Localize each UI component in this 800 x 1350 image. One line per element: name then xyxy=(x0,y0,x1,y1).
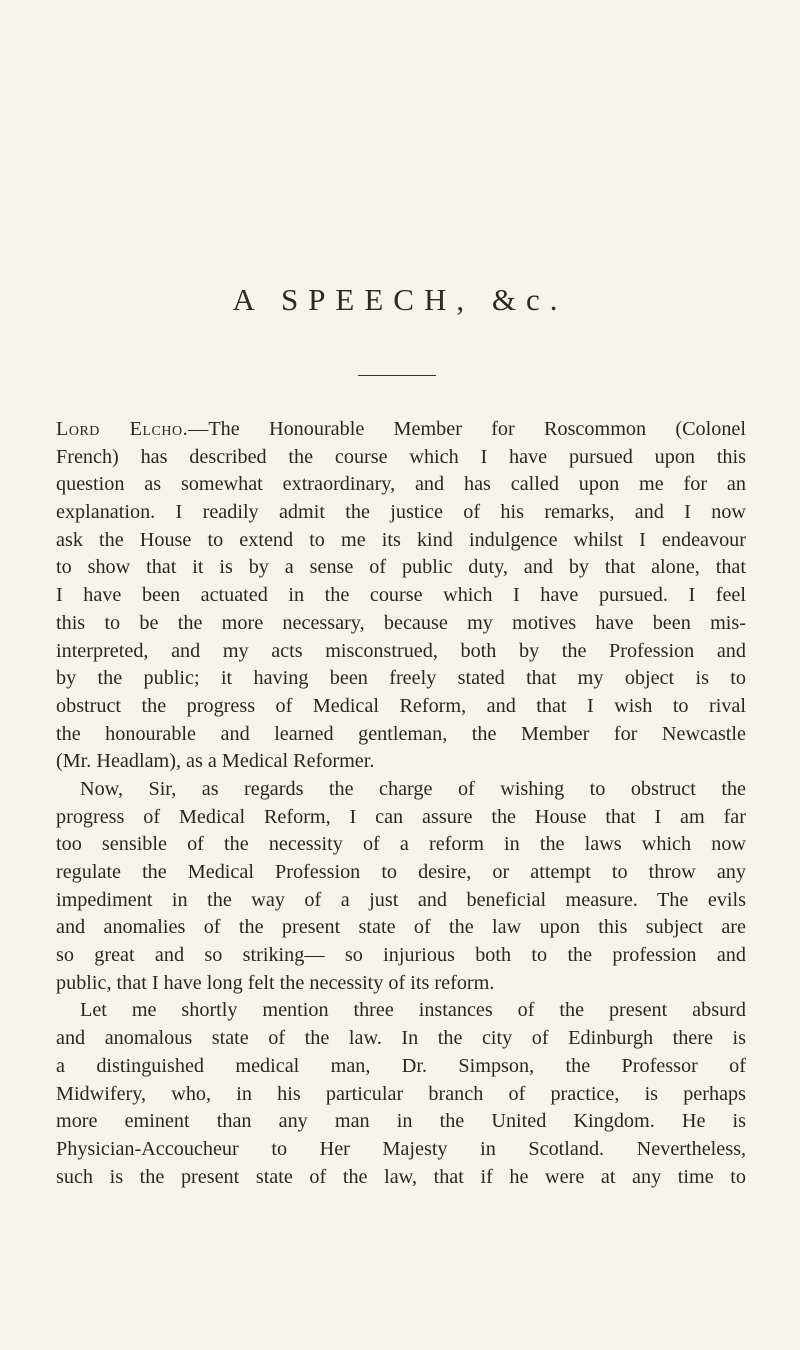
text-line: French) has described the course which I have pursued upon this xyxy=(56,445,746,468)
text-line: question as somewhat extraordinary, and has called upon me for an xyxy=(56,473,746,496)
text-line: and anomalies of the present state of the law upon this subject are xyxy=(56,916,746,939)
text-line: Physician-Accoucheur to Her Majesty in Scotland. Nevertheless, xyxy=(56,1137,746,1160)
speech-body xyxy=(56,416,746,1191)
text-line: too sensible of the necessity of a reform in the laws which now xyxy=(56,833,746,856)
title-divider xyxy=(358,375,436,376)
text-line: ask the House to extend to me its kind indulgence whilst I endeavour xyxy=(56,528,746,551)
text-line: Now, Sir, as regards the charge of wishing to obstruct the xyxy=(80,777,746,800)
text-line: to show that it is by a sense of public duty, and by that alone, that xyxy=(56,556,746,579)
text-line: impediment in the way of a just and beneficial measure. The evils xyxy=(56,888,746,911)
text-line: I have been actuated in the course which I have pursued. I feel xyxy=(56,584,746,607)
text-line: interpreted, and my acts misconstrued, both by the Profession and xyxy=(56,639,746,662)
text-line: regulate the Medical Profession to desire, or attempt to throw any xyxy=(56,861,746,883)
text-line: more eminent than any man in the United Kingdom. He is xyxy=(56,1110,746,1133)
text-line: the honourable and learned gentleman, the Member for Newcastle xyxy=(56,722,746,745)
text-line: Let me shortly mention three instances of the present absurd xyxy=(80,999,746,1022)
text-line: by the public; it having been freely stated that my object is to xyxy=(56,667,746,690)
text-line: obstruct the progress of Medical Reform, and that I wish to rival xyxy=(56,694,746,717)
text-line: (Mr. Headlam), as a Medical Reformer. xyxy=(56,750,375,773)
text-line: such is the present state of the law, that if he were at any time to xyxy=(56,1165,746,1188)
text-line: and anomalous state of the law. In the city of Edinburgh there is xyxy=(56,1027,746,1050)
text-line: explanation. I readily admit the justice of his remarks, and I now xyxy=(56,501,746,524)
text-line: Lord Elcho.—The Honourable Member for Roscommon (Colonel xyxy=(56,418,746,440)
text-line: progress of Medical Reform, I can assure the House that I am far xyxy=(56,805,746,828)
text-line: a distinguished medical man, Dr. Simpson, the Professor of xyxy=(56,1054,746,1077)
text-line: public, that I have long felt the necessity of its reform. xyxy=(56,971,495,994)
speaker-name: Lord Elcho. xyxy=(56,418,189,440)
text-line: Midwifery, who, in his particular branch of practice, is perhaps xyxy=(56,1082,746,1105)
text-line: so great and so striking— so injurious both to the profession and xyxy=(56,944,746,967)
text-line: this to be the more necessary, because my motives have been mis- xyxy=(56,611,746,634)
page-title: A SPEECH, &c. xyxy=(232,282,568,317)
